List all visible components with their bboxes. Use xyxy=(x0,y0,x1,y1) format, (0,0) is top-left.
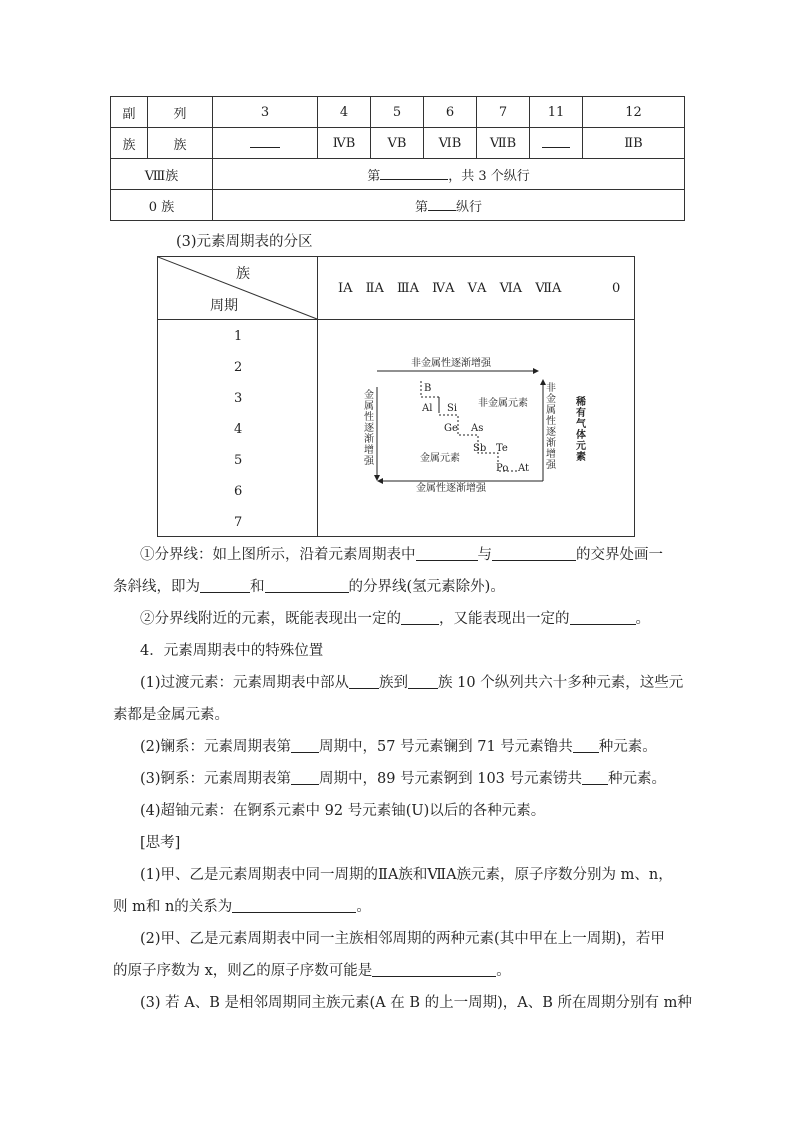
element-po: Po xyxy=(496,463,509,474)
period-4: 4 xyxy=(234,422,243,437)
answer-blank[interactable] xyxy=(232,897,356,913)
text: 。 xyxy=(356,899,371,915)
answer-blank[interactable] xyxy=(250,134,280,148)
text: 族 10 个纵列共六十多种元素，这些元 xyxy=(438,675,684,691)
group-12: ⅡB xyxy=(583,128,685,159)
answer-blank[interactable] xyxy=(416,545,478,561)
period-3: 3 xyxy=(234,391,243,406)
table-divider xyxy=(317,257,318,536)
element-as: As xyxy=(471,423,484,434)
para-transuranium: (4)超铀元素：在锕系元素中 92 号元素铀(U)以后的各种元素。 xyxy=(140,803,546,819)
group-iia: ⅡA xyxy=(365,281,384,296)
period-column xyxy=(234,327,242,544)
table-divider xyxy=(158,319,634,320)
group-6: ⅥB xyxy=(424,128,477,159)
label-bottom-arrow: 金属性逐渐增强 xyxy=(416,483,486,494)
group-4: ⅣB xyxy=(318,128,371,159)
text: ①分界线：如上图所示，沿着元素周期表中 xyxy=(140,547,416,563)
section-4-title: 4．元素周期表中的特殊位置 xyxy=(140,643,324,659)
col-12: 12 xyxy=(583,97,685,128)
col-5: 5 xyxy=(371,97,424,128)
period-6: 6 xyxy=(234,484,243,499)
text: ②分界线附近的元素，既能表现出一定的 xyxy=(140,611,401,627)
period-2: 2 xyxy=(234,360,243,375)
period-1: 1 xyxy=(234,329,243,344)
cell-group-label: 族 xyxy=(148,128,213,159)
answer-blank[interactable] xyxy=(408,673,438,689)
row-zero-content xyxy=(213,190,685,221)
question-2a: (2)甲、乙是元素周期表中同一主族相邻周期的两种元素(其中甲在上一周期)，若甲 xyxy=(140,931,665,947)
text: 种元素。 xyxy=(598,739,657,755)
row-viii-content xyxy=(213,159,685,190)
col-3: 3 xyxy=(213,97,318,128)
section-3-title: (3)元素周期表的分区 xyxy=(176,234,313,250)
element-at: At xyxy=(518,463,530,474)
row-viii-label: Ⅷ族 xyxy=(111,159,213,190)
group-ia: ⅠA xyxy=(338,281,353,296)
header-group: 族 xyxy=(236,266,250,282)
col-6: 6 xyxy=(424,97,477,128)
row-viii-pre: 第 xyxy=(367,168,381,184)
group-iiia: ⅢA xyxy=(397,281,419,296)
answer-blank[interactable] xyxy=(582,769,608,785)
answer-blank[interactable] xyxy=(401,609,439,625)
answer-blank[interactable] xyxy=(265,577,349,593)
text: 族到 xyxy=(379,675,409,691)
subgroup-table xyxy=(110,96,685,221)
group-5: ⅤB xyxy=(371,128,424,159)
period-5: 5 xyxy=(234,453,243,468)
text: 条斜线，即为 xyxy=(113,579,200,595)
answer-blank[interactable] xyxy=(349,673,379,689)
row-zero-post: 纵行 xyxy=(456,199,483,215)
region-diagram xyxy=(363,357,563,497)
group-va: ⅤA xyxy=(467,281,487,296)
group-zero: 0 xyxy=(612,281,621,296)
element-b: B xyxy=(424,383,432,394)
row-zero-pre: 第 xyxy=(414,199,428,215)
group-header-row xyxy=(338,281,570,296)
text: (2)镧系：元素周期表第 xyxy=(140,739,292,755)
answer-blank[interactable] xyxy=(380,166,448,180)
question-1a: (1)甲、乙是元素周期表中同一周期的ⅡA族和ⅦA族元素，原子序数分别为 m、n， xyxy=(140,867,673,883)
element-ge: Ge xyxy=(444,423,458,434)
para-transition-1 xyxy=(140,673,683,693)
para-lanthanide xyxy=(140,737,657,757)
para-near-boundary xyxy=(140,609,650,629)
row-zero-label: 0 族 xyxy=(111,190,213,221)
group-viia: ⅦA xyxy=(535,281,562,296)
text: 则 m和 n的关系为 xyxy=(113,899,233,915)
col-11: 11 xyxy=(530,97,583,128)
text: (3)锕系：元素周期表第 xyxy=(140,771,292,787)
text: 的原子序数为 x，则乙的原子序数可能是 xyxy=(113,963,373,979)
answer-blank[interactable] xyxy=(492,545,576,561)
element-sb: Sb xyxy=(473,443,487,454)
label-nonmetal: 非金属元素 xyxy=(478,398,528,409)
group-via: ⅥA xyxy=(499,281,523,296)
group-7: ⅦB xyxy=(477,128,530,159)
answer-blank[interactable] xyxy=(573,737,599,753)
answer-blank[interactable] xyxy=(291,737,319,753)
think-label: [思考] xyxy=(140,835,181,851)
col-4: 4 xyxy=(318,97,371,128)
answer-blank[interactable] xyxy=(291,769,319,785)
answer-blank[interactable] xyxy=(372,961,496,977)
answer-blank[interactable] xyxy=(570,609,636,625)
text: ，又能表现出一定的 xyxy=(439,611,570,627)
para-boundary-1 xyxy=(140,545,663,565)
group-iva: ⅣA xyxy=(432,281,455,296)
text: 。 xyxy=(635,611,650,627)
question-1b xyxy=(113,897,371,917)
cell-col-label: 列 xyxy=(148,97,213,128)
col-7: 7 xyxy=(477,97,530,128)
answer-blank[interactable] xyxy=(200,577,250,593)
row-viii-post: ，共 3 个纵行 xyxy=(448,168,530,184)
period-7: 7 xyxy=(234,515,243,530)
element-si: Si xyxy=(447,403,458,414)
label-right-arrow: 非金属性逐渐增强 xyxy=(546,383,556,471)
text: 种元素。 xyxy=(608,771,666,787)
element-al: Al xyxy=(422,403,433,414)
text: 周期中，89 号元素锕到 103 号元素铹共 xyxy=(319,771,582,787)
answer-blank[interactable] xyxy=(428,197,456,211)
label-noble-gas: 稀有气体元素 xyxy=(576,397,586,463)
question-3: (3) 若 A、B 是相邻周期同主族元素(A 在 B 的上一周期)，A、B 所在周期分别有 m种 xyxy=(140,995,692,1011)
label-top-arrow: 非金属性逐渐增强 xyxy=(411,358,491,369)
para-actinide xyxy=(140,769,666,789)
header-period: 周期 xyxy=(210,298,238,314)
text: 和 xyxy=(250,579,265,595)
cell-sub: 副 xyxy=(111,97,148,128)
text: (1)过渡元素：元素周期表中部从 xyxy=(140,675,350,691)
region-table xyxy=(157,256,635,537)
answer-blank[interactable] xyxy=(542,134,570,148)
text: 的交界处画一 xyxy=(576,547,663,563)
question-2b xyxy=(113,961,511,981)
para-boundary-2 xyxy=(113,577,505,597)
para-transition-2: 素都是金属元素。 xyxy=(113,707,229,723)
cell-zu: 族 xyxy=(111,128,148,159)
text: 周期中，57 号元素镧到 71 号元素镥共 xyxy=(319,739,573,755)
text: 与 xyxy=(477,547,492,563)
element-te: Te xyxy=(496,443,508,454)
group-blank-11 xyxy=(530,128,583,159)
text: 的分界线(氢元素除外)。 xyxy=(348,579,505,595)
label-left-arrow: 金属性逐渐增强 xyxy=(364,390,374,467)
label-metal: 金属元素 xyxy=(420,453,460,464)
group-blank-3 xyxy=(213,128,318,159)
text: 。 xyxy=(496,963,511,979)
